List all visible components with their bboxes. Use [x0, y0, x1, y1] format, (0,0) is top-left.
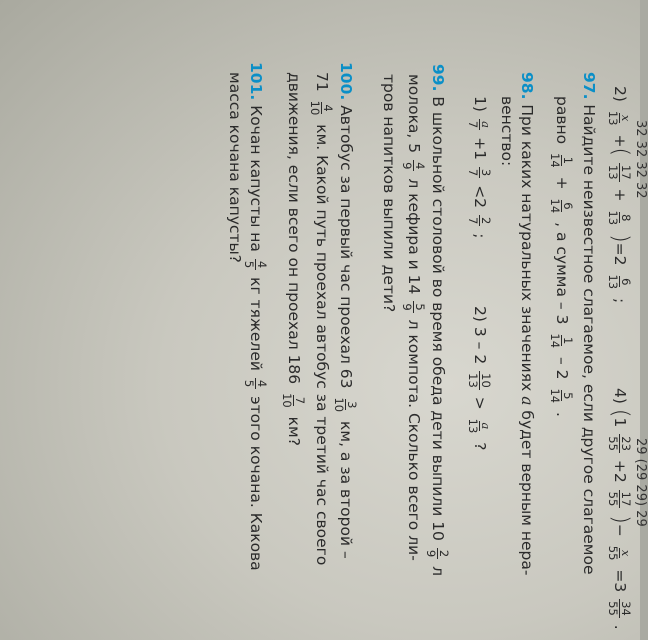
problem-97-line-1: 97. Найдите неизвестное слагаемое, если другое слагаемое [580, 72, 598, 575]
problem-101-line-2: масса кочана капусты? [226, 72, 244, 263]
problem-number: 99. [428, 64, 447, 92]
fraction: 8 13 [605, 210, 633, 226]
fraction: 1 14 [547, 333, 575, 349]
fraction: 4 5 [241, 260, 269, 269]
fraction: 3 10 [331, 397, 359, 413]
problem-98-line-2: венство: [498, 96, 516, 167]
fraction: 10 13 [465, 373, 493, 388]
problem-98-item-1: 1) a 7 +1 3 7 <2 2 7 ; [465, 96, 493, 239]
fraction: 2 7 [465, 216, 493, 225]
fraction: 23 55 [605, 436, 633, 451]
fraction: 4 9 [399, 162, 427, 170]
residue-right: 29 (29 29) 29 [633, 438, 648, 527]
fraction: 3 7 [465, 168, 493, 177]
fraction: 17 55 [605, 491, 633, 507]
problem-100-line-3: движения, если всего он проехал 186 7 10 км? [279, 72, 307, 446]
fraction: 6 13 [605, 274, 633, 290]
fraction: 1 14 [547, 153, 575, 168]
residue-left: 32 32 32 32 [633, 120, 648, 199]
fraction: 6 14 [547, 198, 575, 214]
problem-101-line-1: 101. Кочан капусты на 4 5 кг тяжелей 4 5 этого кочана. Какова [241, 62, 269, 571]
problem-number: 101. [246, 62, 265, 101]
problem-99-line-3: тров напитков выпили дети? [380, 74, 398, 313]
fraction: a 7 [465, 120, 493, 129]
problem-99-line-1: 99. В школьной столовой во время обеда дети выпили 10 2 9 л [423, 64, 451, 577]
fraction: a 13 [465, 418, 493, 434]
problem-98-item-2: 2) 3 – 2 10 13 > a 13 ? [465, 306, 493, 451]
fraction: x 13 [605, 110, 633, 126]
fraction: 5 14 [547, 388, 575, 404]
problem-100-line-1: 100. Автобус за первый час проехал 63 3 10 км, а за второй – [331, 62, 359, 559]
fraction: 7 10 [279, 393, 307, 408]
fraction: 4 5 [241, 379, 269, 388]
fraction: 4 10 [307, 100, 335, 116]
fraction: 34 55 [605, 601, 633, 616]
fraction: x 55 [605, 545, 633, 561]
problem-number: 97. [580, 72, 598, 100]
problem-97-line-2: равно 1 14 + 6 14 , а сумма – 3 1 14 – 2 5 14 . [547, 96, 575, 417]
problem-100-line-2: 71 4 10 км. Какой путь проехал автобус за третий час своего [307, 72, 335, 566]
fraction: 17 13 [605, 164, 633, 180]
fraction: 5 9 [399, 303, 427, 311]
problem-number: 98. [518, 72, 536, 100]
problem-number: 100. [336, 62, 355, 101]
problem-99-line-2: молока, 5 4 9 л кефира и 14 5 9 л компота. Сколько всего ли- [399, 74, 427, 561]
problem-98-line-1: 98. При каких натуральных значениях a будет верным нера- [518, 72, 536, 576]
fraction: 2 9 [423, 549, 451, 558]
problem-96-item-2: 2) x 13 +( 17 13 + 8 13 )=2 6 13 ; [605, 86, 633, 304]
problem-96-item-4: 4) (1 23 55 +2 17 55 )− x 55 =3 34 55 . [605, 388, 633, 630]
